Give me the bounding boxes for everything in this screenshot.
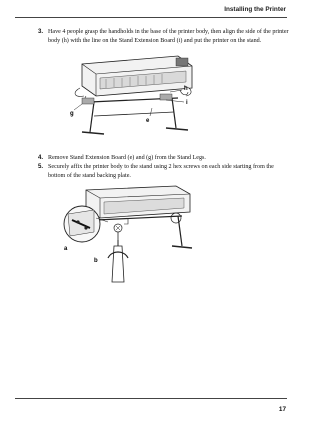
step-5	[38, 163, 290, 180]
callout-b: b	[94, 258, 98, 264]
step-4-text: Remove Stand Extension Board (e) and (g) from the Stand Legs.	[48, 155, 206, 161]
callout-h: h	[184, 86, 188, 92]
callout-i: i	[186, 100, 188, 106]
footer-divider	[15, 398, 287, 399]
header-divider	[15, 17, 287, 18]
step-4	[38, 154, 290, 163]
step-5-text: Securely affix the printer body to the stand using 2 hex screws on each side starting from the bottom of the stand backing plate.	[48, 164, 274, 179]
page-header-title: Installing the Printer	[224, 6, 286, 13]
step-4-number: 4.	[38, 154, 44, 161]
printer-on-stand-illustration	[60, 52, 200, 142]
hex-screw-illustration	[56, 184, 196, 289]
callout-g: g	[70, 111, 74, 117]
step-3-number: 3.	[38, 28, 44, 35]
page-number: 17	[278, 406, 286, 413]
step-3-text: Have 4 people grasp the handholds in the base of the printer body, then align the side of the printer body (h) with the line on the Stand Extension Board (i) and put the printer on the stand.	[48, 29, 289, 44]
callout-e: e	[146, 118, 150, 124]
callout-a: a	[64, 246, 68, 252]
step-5-number: 5.	[38, 163, 44, 170]
step-3	[38, 28, 290, 45]
